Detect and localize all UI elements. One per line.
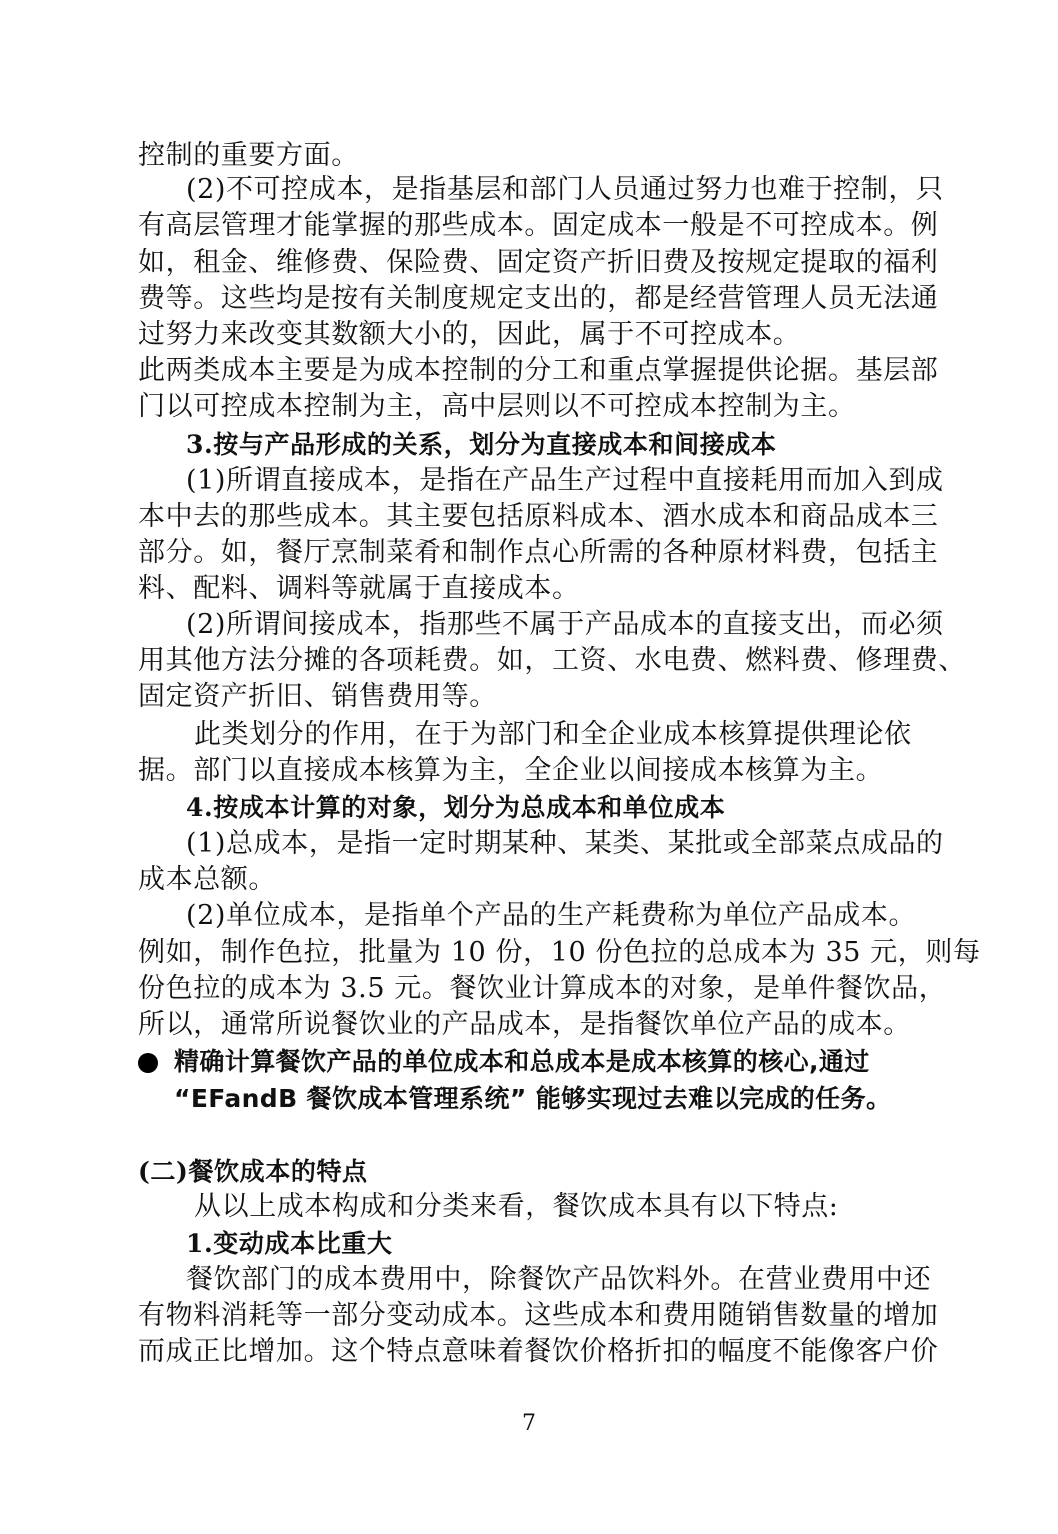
text-line: (1)总成本，是指一定时期某种、某类、某批或全部菜点成品的 bbox=[186, 828, 944, 859]
text-line: 此类划分的作用，在于为部门和全企业成本核算提供理论依 bbox=[194, 719, 912, 750]
text-line: (2)不可控成本，是指基层和部门人员通过努力也难于控制，只 bbox=[186, 174, 944, 205]
text-line: 控制的重要方面。 bbox=[138, 140, 359, 171]
text-line: 本中去的那些成本。其主要包括原料成本、酒水成本和商品成本三 bbox=[138, 501, 939, 532]
text-line: 部分。如，餐厅烹制菜肴和制作点心所需的各种原材料费，包括主 bbox=[138, 537, 939, 568]
subsection-heading: 1.变动成本比重大 bbox=[186, 1229, 393, 1258]
text-line: 有物料消耗等一部分变动成本。这些成本和费用随销售数量的增加 bbox=[138, 1300, 939, 1331]
text-line: (1)所谓直接成本，是指在产品生产过程中直接耗用而加入到成 bbox=[186, 465, 944, 496]
text-line: 从以上成本构成和分类来看，餐饮成本具有以下特点: bbox=[194, 1191, 839, 1222]
bullet-line: “EFandB 餐饮成本管理系统” 能够实现过去难以完成的任务。 bbox=[174, 1084, 892, 1113]
text-line: 份色拉的成本为 3.5 元。餐饮业计算成本的对象，是单件餐饮品， bbox=[138, 973, 947, 1004]
text-line: 门以可控成本控制为主，高中层则以不可控成本控制为主。 bbox=[138, 391, 856, 422]
section-heading: 3.按与产品形成的关系，划分为直接成本和间接成本 bbox=[186, 430, 777, 459]
text-line: 此两类成本主要是为成本控制的分工和重点掌握提供论据。基层部 bbox=[138, 355, 939, 386]
text-line: 所以，通常所说餐饮业的产品成本，是指餐饮单位产品的成本。 bbox=[138, 1009, 911, 1040]
text-line: 而成正比增加。这个特点意味着餐饮价格折扣的幅度不能像客户价 bbox=[138, 1336, 939, 1367]
section-title: (二)餐饮成本的特点 bbox=[138, 1157, 368, 1186]
text-line: 餐饮部门的成本费用中，除餐饮产品饮料外。在营业费用中还 bbox=[186, 1264, 932, 1295]
section-heading: 4.按成本计算的对象，划分为总成本和单位成本 bbox=[186, 793, 726, 822]
text-line: 例如，制作色拉，批量为 10 份，10 份色拉的总成本为 35 元，则每 bbox=[138, 937, 981, 968]
text-line: 据。部门以直接成本核算为主，全企业以间接成本核算为主。 bbox=[138, 755, 884, 786]
text-line: 成本总额。 bbox=[138, 864, 276, 895]
text-line: 有高层管理才能掌握的那些成本。固定成本一般是不可控成本。例 bbox=[138, 210, 939, 241]
page-number: 7 bbox=[522, 1411, 536, 1436]
text-line: (2)所谓间接成本，指那些不属于产品成本的直接支出，而必须 bbox=[186, 609, 944, 640]
bullet-icon bbox=[138, 1053, 158, 1073]
text-line: (2)单位成本，是指单个产品的生产耗费称为单位产品成本。 bbox=[186, 900, 917, 931]
text-line: 料、配料、调料等就属于直接成本。 bbox=[138, 573, 580, 604]
text-line: 费等。这些均是按有关制度规定支出的，都是经营管理人员无法通 bbox=[138, 283, 939, 314]
text-line: 过努力来改变其数额大小的，因此，属于不可控成本。 bbox=[138, 319, 801, 350]
text-line: 用其他方法分摊的各项耗费。如，工资、水电费、燃料费、修理费、 bbox=[138, 645, 966, 676]
bullet-line: 精确计算餐饮产品的单位成本和总成本是成本核算的核心,通过 bbox=[174, 1047, 870, 1076]
text-line: 固定资产折旧、销售费用等。 bbox=[138, 681, 497, 712]
text-line: 如，租金、维修费、保险费、固定资产折旧费及按规定提取的福利 bbox=[138, 247, 939, 278]
